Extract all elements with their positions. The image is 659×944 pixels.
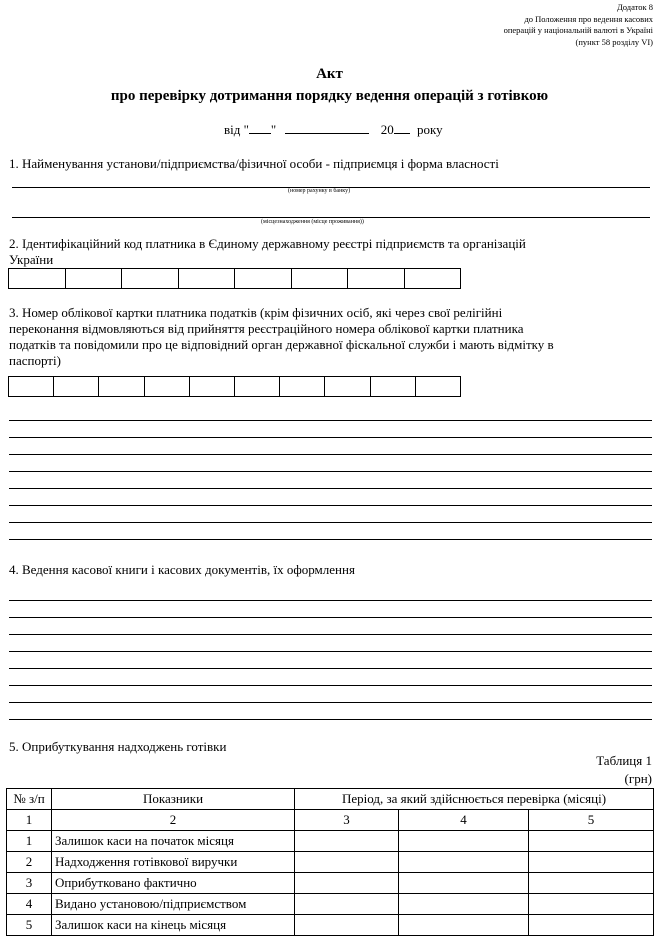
table-row [7,915,654,936]
index-cell: 3 [295,810,399,831]
annex-line-4: (пункт 58 розділу VI) [575,36,653,47]
code-cell[interactable] [66,269,123,288]
section-2-line-1: 2. Ідентифікаційний код платника в Єдиному державному реєстрі підприємств та організацій [9,236,526,251]
location-caption: (місцезнаходження (місце проживання)) [261,219,364,225]
blank-line[interactable] [9,651,652,652]
date-year-prefix: 20 [380,122,394,137]
section-3-line-2: переконання відмовляються від прийняття реєстраційного номера облікової картки платника [9,321,524,336]
table-unit: (грн) [624,771,652,786]
section-3-line-1: 3. Номер облікової картки платника податків (крім фізичних осіб, які через свої релігійні [9,305,503,320]
taxpayer-number-boxes[interactable] [8,376,461,397]
code-cell[interactable] [145,377,190,396]
section-5-label: 5. Оприбуткування надходжень готівки [9,739,227,754]
row-num: 5 [7,915,52,936]
section-2-label [9,236,649,268]
row-num: 3 [7,873,52,894]
section-3-line-3: податків та повідомили про це відповідний орган державної фіскальної служби і мають відмітку в [9,337,554,352]
date-year-field[interactable] [394,122,410,134]
header-num: № з/п [7,789,52,810]
section-3-line-4: паспорті) [9,353,61,368]
blank-line[interactable] [9,471,652,472]
row-num: 4 [7,894,52,915]
code-cell[interactable] [416,377,460,396]
annex-line-3: операцій у національній валюті в Україні [503,25,653,35]
value-cell[interactable] [529,915,654,936]
row-num: 1 [7,831,52,852]
header-period: Період, за який здійснюється перевірка (місяці) [295,789,654,810]
index-cell: 4 [399,810,529,831]
value-cell[interactable] [295,894,399,915]
cash-receipts-table [6,788,654,936]
code-cell[interactable] [99,377,144,396]
date-prefix: від " [224,122,249,137]
value-cell[interactable] [529,852,654,873]
document-title: Акт [316,66,343,82]
blank-line[interactable] [9,539,652,540]
code-cell[interactable] [179,269,236,288]
table-index-row [7,810,654,831]
code-cell[interactable] [325,377,370,396]
annex-line-2: до Положення про ведення касових [524,13,653,24]
code-cell[interactable] [9,269,66,288]
value-cell[interactable] [295,915,399,936]
section-1-label: 1. Найменування установи/підприємства/фізичної особи - підприємця і форма власності [9,156,499,171]
value-cell[interactable] [529,873,654,894]
row-label: Оприбутковано фактично [52,873,295,894]
annex-note [504,2,653,48]
blank-line[interactable] [9,420,652,421]
value-cell[interactable] [399,852,529,873]
code-cell[interactable] [280,377,325,396]
date-quote-close: " [270,122,277,137]
code-cell[interactable] [405,269,461,288]
blank-line[interactable] [9,719,652,720]
date-suffix: року [416,122,443,137]
row-label: Надходження готівкової виручки [52,852,295,873]
blank-line[interactable] [9,454,652,455]
table-row [7,894,654,915]
blank-line[interactable] [9,600,652,601]
location-field[interactable] [12,217,650,218]
table-row [7,831,654,852]
blank-line[interactable] [9,685,652,686]
code-cell[interactable] [54,377,99,396]
value-cell[interactable] [295,831,399,852]
blank-line[interactable] [9,522,652,523]
value-cell[interactable] [529,894,654,915]
value-cell[interactable] [399,894,529,915]
value-cell[interactable] [399,915,529,936]
value-cell[interactable] [295,852,399,873]
index-cell: 2 [52,810,295,831]
value-cell[interactable] [399,873,529,894]
edrpou-code-boxes[interactable] [8,268,461,289]
blank-line[interactable] [9,702,652,703]
code-cell[interactable] [235,377,280,396]
index-cell: 1 [7,810,52,831]
code-cell[interactable] [9,377,54,396]
code-cell[interactable] [235,269,292,288]
header-indicators: Показники [52,789,295,810]
table-row [7,852,654,873]
code-cell[interactable] [371,377,416,396]
table-header-row [7,789,654,810]
table-row [7,873,654,894]
row-label: Залишок каси на початок місяця [52,831,295,852]
blank-line[interactable] [9,437,652,438]
date-month-field[interactable] [285,122,369,134]
row-num: 2 [7,852,52,873]
section-4-label: 4. Ведення касової книги і касових документів, їх оформлення [9,562,355,577]
date-day-field[interactable] [249,122,271,134]
index-cell: 5 [529,810,654,831]
section-2-line-2: України [9,252,54,267]
blank-line[interactable] [9,488,652,489]
blank-line[interactable] [9,505,652,506]
blank-line[interactable] [9,617,652,618]
row-label: Залишок каси на кінець місяця [52,915,295,936]
table-label: Таблиця 1 [596,753,652,768]
blank-line[interactable] [9,634,652,635]
code-cell[interactable] [190,377,235,396]
code-cell[interactable] [292,269,349,288]
value-cell[interactable] [399,831,529,852]
value-cell[interactable] [529,831,654,852]
blank-line[interactable] [9,668,652,669]
code-cell[interactable] [122,269,179,288]
code-cell[interactable] [348,269,405,288]
date-line [224,122,443,138]
section-3-label [9,305,654,369]
annex-line-1: Додаток 8 [616,2,653,12]
row-label: Видано установою/підприємством [52,894,295,915]
value-cell[interactable] [295,873,399,894]
bank-account-caption: (номер рахунку в банку) [288,188,351,194]
document-subtitle: про перевірку дотримання порядку ведення операцій з готівкою [110,88,549,104]
